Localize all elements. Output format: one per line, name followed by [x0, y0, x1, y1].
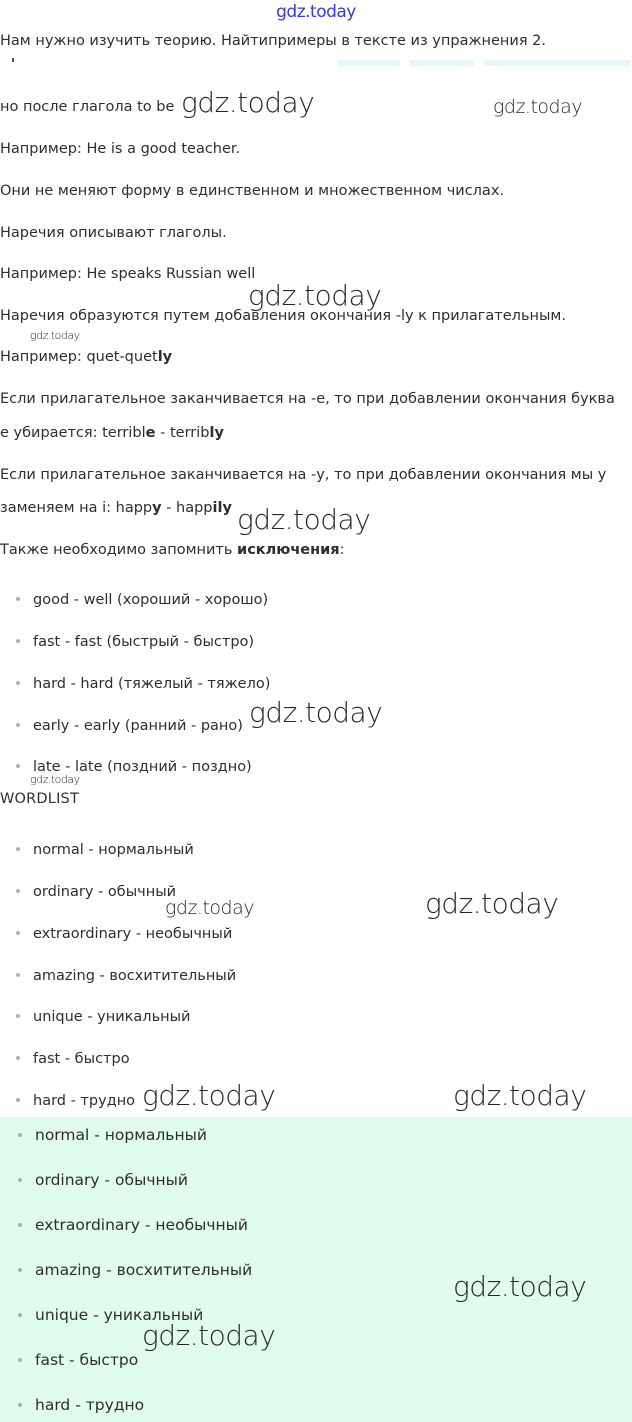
theory-example-2: Например: He speaks Russian well [0, 266, 256, 282]
list-item: hard - hard (тяжелый - тяжело) [16, 676, 270, 692]
theory-rule-e-line1: Если прилагательное заканчивается на -е, то при добавлении окончания буква [0, 391, 615, 407]
theory-example-1: Например: He is a good teacher. [0, 141, 241, 157]
bullet-dot [16, 1098, 20, 1102]
watermark: gdz.today [30, 329, 80, 342]
list-item: amazing - восхитительный [18, 1261, 252, 1279]
theory-adverbs-formed: Наречия образуются путем добавления окончания -ly к прилагательным. [0, 308, 566, 324]
bullet-dot [18, 1358, 22, 1362]
watermark: gdz.today [181, 86, 315, 119]
bullet-dot [18, 1268, 22, 1272]
watermark: gdz.today [453, 1270, 587, 1303]
watermark: gdz.today [249, 696, 383, 729]
watermark: gdz.today [425, 887, 559, 920]
watermark: gdz.today [142, 1079, 276, 1112]
theory-example-3: Например: quet-quetly [0, 349, 173, 365]
list-item: hard - трудно [16, 1093, 135, 1109]
bullet-dot [16, 639, 20, 643]
watermark: gdz.today [165, 897, 254, 919]
bullet-dot [16, 931, 20, 935]
list-item: extraordinary - необычный [18, 1216, 248, 1234]
cropped-line-fragment [0, 58, 632, 66]
list-item: normal - нормальный [16, 842, 194, 858]
list-item: late - late (поздний - поздно) [16, 759, 252, 775]
bullet-dot [18, 1313, 22, 1317]
intro-text: Нам нужно изучить теорию. Найтипримеры в тексте из упражнения 2. [0, 33, 546, 49]
list-item: unique - уникальный [18, 1306, 203, 1324]
theory-rule-y-line1: Если прилагательное заканчивается на -y, то при добавлении окончания мы у [0, 467, 607, 483]
bullet-dot [18, 1403, 22, 1407]
bullet-dot [16, 681, 20, 685]
list-item: good - well (хороший - хорошо) [16, 592, 268, 608]
bullet-dot [16, 597, 20, 601]
list-item: early - early (ранний - рано) [16, 718, 243, 734]
bullet-dot [16, 1014, 20, 1018]
list-item: unique - уникальный [16, 1009, 190, 1025]
list-item: fast - быстро [18, 1351, 138, 1369]
wordlist-heading: WORDLIST [0, 791, 80, 807]
list-item: ordinary - обычный [16, 884, 176, 900]
theory-rule-y-line2: заменяем на i: happy - happily [0, 500, 232, 516]
bullet-dot [16, 764, 20, 768]
bullet-dot [18, 1223, 22, 1227]
watermark: gdz.today [248, 279, 382, 312]
bullet-dot [18, 1133, 22, 1137]
watermark: gdz.today [453, 1079, 587, 1112]
theory-after-be: но после глагола to be [0, 99, 175, 115]
list-item: ordinary - обычный [18, 1171, 188, 1189]
theory-exceptions-intro: Также необходимо запомнить исключения: [0, 542, 345, 558]
theory-no-change: Они не меняют форму в единственном и множественном числах. [0, 183, 505, 199]
bullet-dot [16, 847, 20, 851]
watermark: gdz.today [142, 1319, 276, 1352]
watermark: gdz.today [30, 773, 80, 786]
theory-adverbs-describe: Наречия описывают глаголы. [0, 225, 227, 241]
bullet-dot [18, 1178, 22, 1182]
list-item: hard - трудно [18, 1396, 144, 1414]
list-item: extraordinary - необычный [16, 926, 232, 942]
watermark: gdz.today [237, 503, 371, 536]
bullet-dot [16, 889, 20, 893]
list-item: amazing - восхитительный [16, 968, 236, 984]
list-item: fast - быстро [16, 1051, 130, 1067]
list-item: fast - fast (быстрый - быстро) [16, 634, 254, 650]
site-logo[interactable]: gdz.today [276, 2, 356, 22]
list-item: normal - нормальный [18, 1126, 207, 1144]
bullet-dot [16, 1056, 20, 1060]
bullet-dot [16, 723, 20, 727]
theory-rule-e-line2: e убирается: terrible - terribly [0, 425, 224, 441]
watermark: gdz.today [493, 96, 582, 118]
bullet-dot [16, 973, 20, 977]
